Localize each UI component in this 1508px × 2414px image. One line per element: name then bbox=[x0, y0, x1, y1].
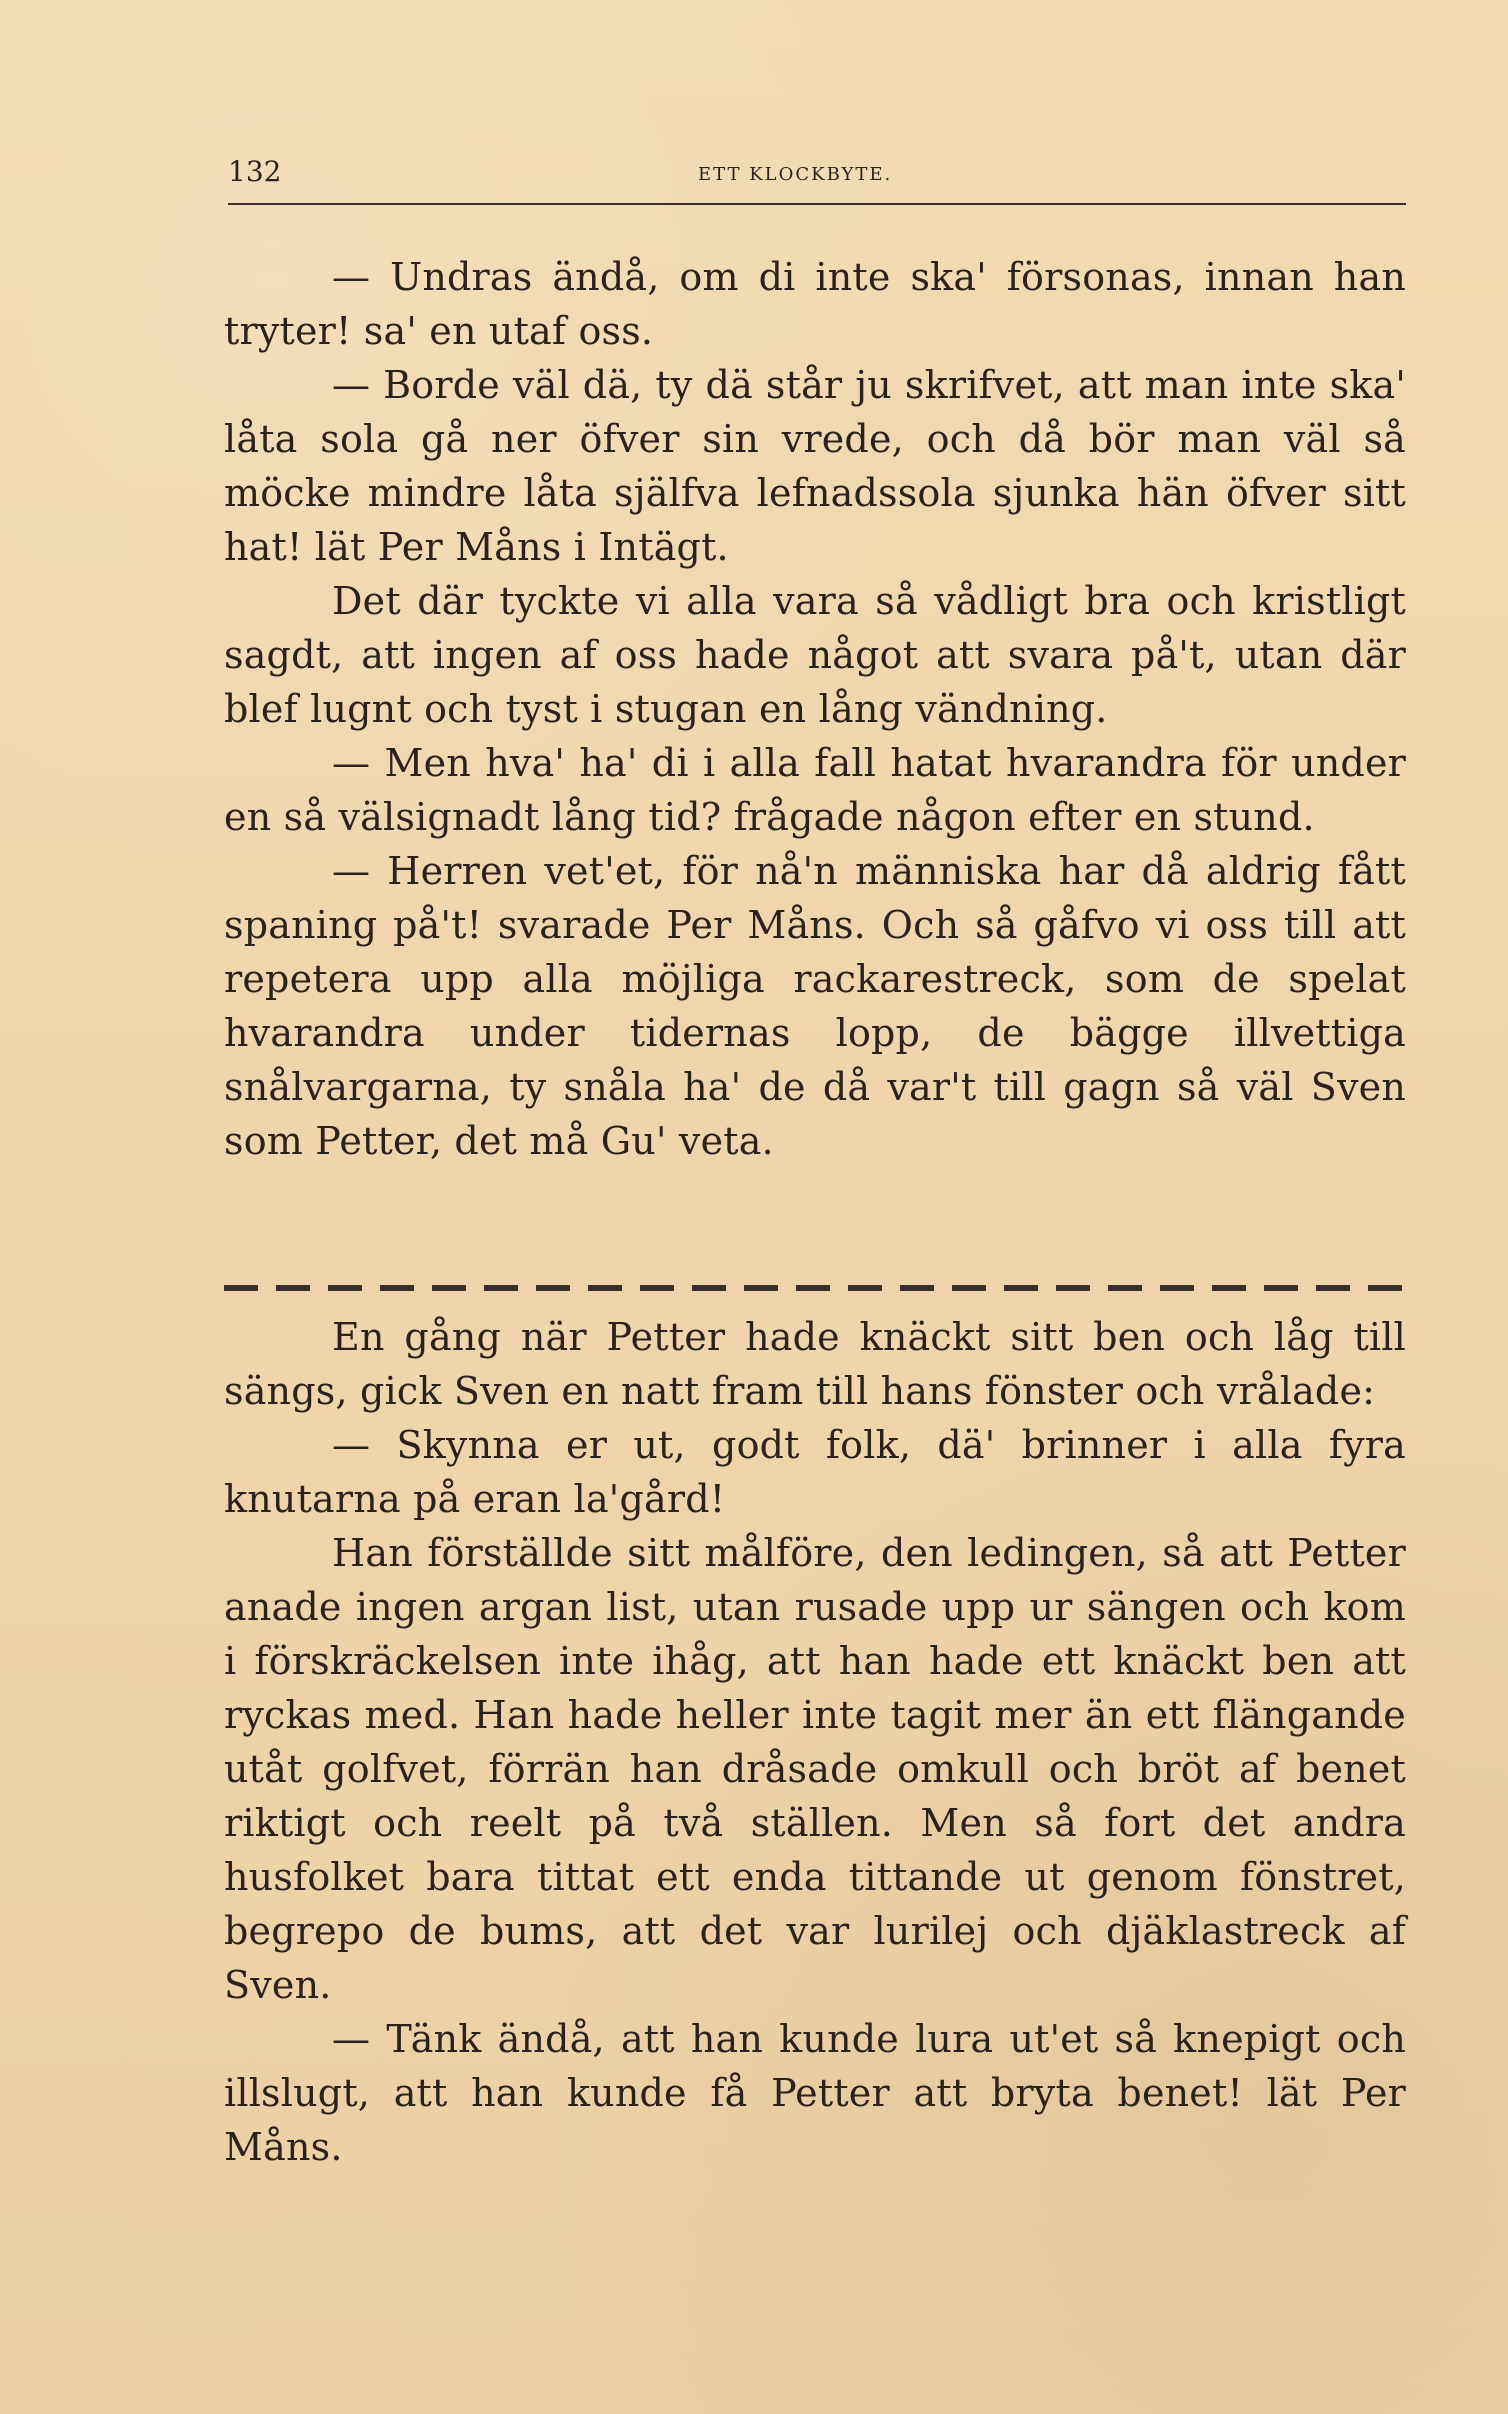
paragraph: — Herren vet'et, för nå'n människa har då aldrig fått spaning på't! svarade Per Måns. Och så gåfvo vi oss till att repetera upp alla möjliga rackarestreck, som de spelat hvarandra under tidernas lopp, de bägge illvettiga snålvargarna, ty snåla ha' de då var't till gagn så väl Sven som Petter, det må Gu' veta. bbox=[224, 849, 1406, 1163]
main-text-top bbox=[224, 250, 1406, 1260]
paragraph: — Skynna er ut, godt folk, dä' brinner i alla fyra knutarna på eran la'gård! bbox=[224, 1423, 1406, 1521]
paragraph: Det där tyckte vi alla vara så vådligt bra och kristligt sagdt, att ingen af oss hade något att svara på't, utan där blef lugnt och tyst i stugan en lång vändning. bbox=[224, 579, 1406, 731]
page-header bbox=[228, 155, 1406, 210]
running-title: ETT KLOCKBYTE. bbox=[698, 164, 893, 185]
paragraph: — Borde väl dä, ty dä står ju skrifvet, att man inte ska' låta sola gå ner öfver sin vrede, och då bör man väl så möcke mindre låta själfva lefnadssola sjunka hän öfver sitt hat! lät Per Måns i Intägt. bbox=[224, 363, 1406, 569]
section-separator bbox=[224, 1285, 1406, 1291]
paragraph: — Undras ändå, om di inte ska' försonas, innan han tryter! sa' en utaf oss. bbox=[224, 255, 1406, 353]
paragraph: — Tänk ändå, att han kunde lura ut'et så knepigt och illslugt, att han kunde få Petter att bryta benet! lät Per Måns. bbox=[224, 2017, 1406, 2169]
main-text-bottom bbox=[224, 1310, 1406, 2169]
paragraph: En gång när Petter hade knäckt sitt ben och låg till sängs, gick Sven en natt fram till hans fönster och vrålade: bbox=[224, 1315, 1406, 1413]
paragraph: — Men hva' ha' di i alla fall hatat hvarandra för under en så välsignadt lång tid? frågade någon efter en stund. bbox=[224, 741, 1406, 839]
header-rule bbox=[228, 203, 1406, 205]
paragraph: Han förställde sitt målföre, den ledingen, så att Petter anade ingen argan list, utan rusade upp ur sängen och kom i förskräckelsen inte ihåg, att han hade ett knäckt ben att ryckas med. Han hade heller inte tagit mer än ett flängande utåt golfvet, förrän han dråsade omkull och bröt af benet riktigt och reelt på två ställen. Men så fort det andra husfolket bara tittat ett enda tittande ut genom fönstret, begrepo de bums, att det var lurilej och djäklastreck af Sven. bbox=[224, 1531, 1406, 2007]
page-number: 132 bbox=[228, 155, 282, 188]
